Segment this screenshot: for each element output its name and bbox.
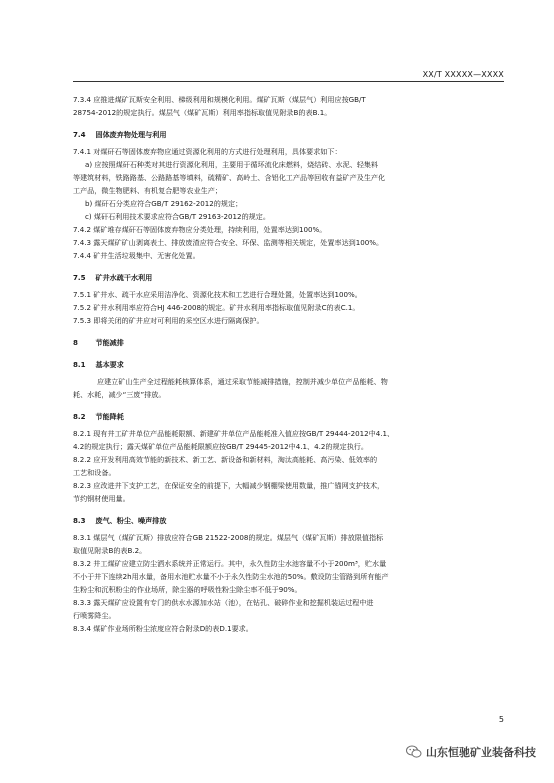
text-line: 应建立矿山生产全过程能耗核算体系，通过采取节能减排措施，控制并减少单位产品能耗、物 [97, 377, 388, 386]
section-number: 7.4 [73, 130, 86, 139]
text-line: 8.3.4 煤矿作业场所粉尘浓度应符合附录D的表D.1要求。 [73, 624, 253, 633]
section-title: 矿井水疏干水利用 [93, 273, 153, 282]
section-heading [73, 336, 503, 349]
text-line: 8.2.3 应改进井下支护工艺，在保证安全的前提下，大幅减少钢棚梁使用数量，推广锚网支护技术， [73, 481, 385, 490]
text-line: 4.2的规定执行；露天煤矿单位产品能耗限额应按GB/T 29445-2012中4.1、4.2的规定执行。 [73, 442, 368, 451]
section-title: 基本要求 [93, 360, 124, 369]
text-line: 节约钢材使用量。 [73, 494, 130, 503]
section-title: 节能减排 [93, 338, 124, 347]
section-number: 8.3 [73, 516, 86, 525]
text-line: 7.4.3 露天煤矿矿山剥离表土、排放废渣应符合安全、环保、监测等相关规定，处置率达到100%。 [73, 238, 384, 247]
text-line: 耗、水耗，减少“三废”排放。 [73, 390, 166, 399]
text-line: 生粉尘和沉积粉尘的作业场所，除尘器的呼吸性粉尘除尘率不低于90%。 [73, 585, 302, 594]
text-line: 工产品，微生物肥料、有机复合肥等农业生产； [73, 186, 222, 195]
wechat-icon [406, 745, 422, 759]
section-number: 8.2 [73, 412, 86, 421]
document-body [73, 89, 503, 635]
text-line: 8.3.3 露天煤矿应设置有专门的供水水源加水站（池），在钻孔、破碎作业和挖掘机装运过程中进 [73, 598, 374, 607]
text-line: 7.4.2 煤矿堆存煤矸石等固体废弃物应分类处理，持续利用，处置率达到100%。 [73, 225, 327, 234]
header-rule [73, 81, 504, 82]
text-line: 7.4.1 对煤矸石等固体废弃物应通过资源化利用的方式进行处理利用，具体要求如下： [73, 147, 342, 156]
section-title: 废气、粉尘、噪声排放 [93, 516, 167, 525]
text-line: 8.3.1 煤层气（煤矿瓦斯）排放应符合GB 21522-2008的规定。煤层气（煤矿瓦斯）排放限值指标 [73, 533, 384, 542]
text-line: 8.3.2 井工煤矿应建立防尘洒水系统并正常运行。其中，永久性防尘水池容量不小于200m³，贮水量 [73, 559, 387, 568]
text-line: 7.3.4 应推进煤矿瓦斯安全利用、梯级利用和规模化利用。煤矿瓦斯（煤层气）利用应按GB/T [73, 95, 366, 104]
section-heading [73, 271, 503, 284]
watermark [406, 744, 536, 760]
text-line: 工艺和设备。 [73, 468, 116, 477]
text-line: 取值见附录B的表B.2。 [73, 546, 147, 555]
text-line: 7.5.1 矿井水、疏干水应采用洁净化、资源化技术和工艺进行合理处置，处置率达到100%。 [73, 290, 362, 299]
section-number: 8 [73, 338, 78, 347]
section-number: 7.5 [73, 273, 86, 282]
section-heading [73, 128, 503, 141]
text-line: 8.2.1 现有井工矿井单位产品能耗限额、新建矿井单位产品能耗准入值应按GB/T 29444-2012中4.1、 [73, 429, 395, 438]
section-number: 8.1 [73, 360, 86, 369]
text-line: 7.5.2 矿井水利用率应符合HJ 446-2008的规定。矿井水利用率指标取值见附录C的表C.1。 [73, 303, 360, 312]
text-line: 7.4.4 矿井生活垃圾集中、无害化处置。 [73, 251, 200, 260]
text-line: 7.5.3 即将关闭的矿井应对可利用的采空区水进行隔离保护。 [73, 316, 264, 325]
text-line: 不小于井下连续2h用水量，备用水池贮水量不小于永久性防尘水池的50%。敷设防尘管路到所有能产 [73, 572, 389, 581]
text-line: b) 煤矸石分类应符合GB/T 29162-2012的规定； [85, 199, 243, 208]
section-heading [73, 514, 503, 527]
section-heading [73, 358, 503, 371]
section-title: 固体废弃物处理与利用 [93, 130, 167, 139]
text-line: a) 应按照煤矸石种类对其进行资源化利用，主要用于循环流化床燃料，烧结砖、水泥、轻集料 [85, 160, 379, 169]
text-line: 28754-2012的规定执行。煤层气（煤矿瓦斯）利用率指标取值见附录B的表B.1。 [73, 108, 332, 117]
section-title: 节能降耗 [93, 412, 124, 421]
standard-code-header: XX/T XXXXX—XXXX [422, 70, 504, 79]
page-number: 5 [498, 715, 504, 724]
text-line: 等建筑材料，铁路路基、公路路基等填料，硫精矿、高岭土、含铝化工产品等回收有益矿产及生产化 [73, 173, 386, 182]
text-line: 行喷雾降尘。 [73, 611, 116, 620]
watermark-text: 山东恒驰矿业装备科技 [426, 746, 536, 759]
section-heading [73, 410, 503, 423]
text-line: 8.2.2 应开发利用高效节能的新技术、新工艺、新设备和新材料，淘汰高能耗、高污染、低效率的 [73, 455, 378, 464]
text-line: c) 煤矸石利用技术要求应符合GB/T 29163-2012的规定。 [85, 212, 270, 221]
